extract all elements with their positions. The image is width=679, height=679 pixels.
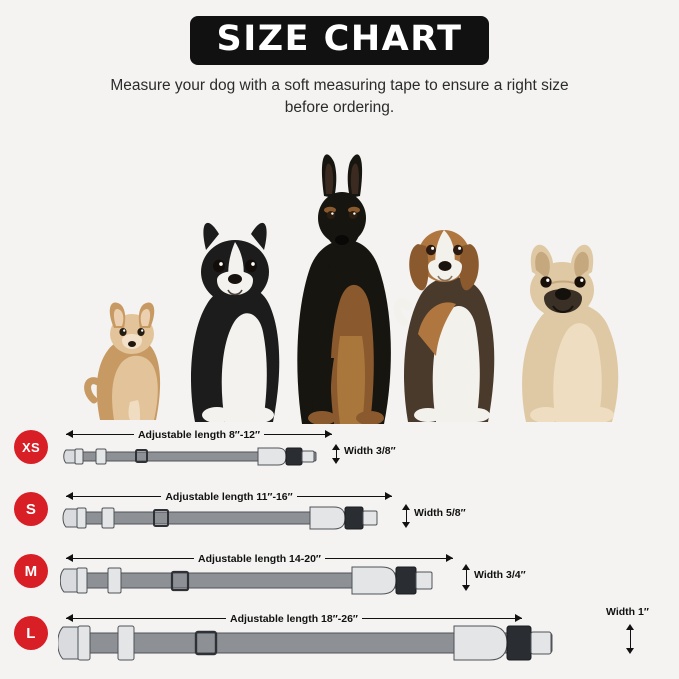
size-rows [0,418,679,668]
dim-arrow-right [385,492,392,500]
size-row-m [0,542,679,600]
width-arrow-down [462,585,470,591]
collar-l [58,622,598,679]
dog-french-bulldog [500,228,628,422]
width-label-m: Width 3/4″ [474,569,526,581]
dim-arrow-left [66,492,73,500]
dim-arrow-right [325,430,332,438]
dim-arrow-right [446,554,453,562]
width-line [406,508,407,522]
dog-beagle [384,186,506,422]
size-badge-l: L [14,616,48,650]
header [0,0,679,120]
length-label-s: Adjustable length 11″-16″ [161,491,296,503]
size-row-l [0,604,679,662]
size-badge-xs: XS [14,430,48,464]
dim-arrow-right [515,614,522,622]
size-row-xs [0,418,679,476]
page-subtitle: Measure your dog with a soft measuring tape to ensure a right size before ordering. [110,77,569,117]
width-arrow-down [626,648,634,654]
size-badge-s: S [14,492,48,526]
length-label-l: Adjustable length 18″-26″ [226,613,362,625]
dog-boston-terrier [173,200,293,422]
length-label-xs: Adjustable length 8″-12″ [134,429,264,441]
dim-arrow-left [66,614,73,622]
size-row-s [0,480,679,538]
width-label-xs: Width 3/8″ [344,445,396,457]
length-label-m: Adjustable length 14-20″ [194,553,325,565]
width-line [630,628,631,648]
size-badge-m: M [14,554,48,588]
width-line [466,568,467,585]
dim-arrow-left [66,430,73,438]
width-label-l: Width 1″ [606,606,649,618]
width-arrow-down [402,522,410,528]
dim-line-xs [66,426,332,442]
width-label-s: Width 5/8″ [414,507,466,519]
dog-illustrations [0,128,679,428]
width-line [336,448,337,458]
width-arrow-down [332,458,340,464]
page-title: SIZE CHART [190,16,488,65]
dog-chihuahua [70,270,180,420]
dim-arrow-left [66,554,73,562]
